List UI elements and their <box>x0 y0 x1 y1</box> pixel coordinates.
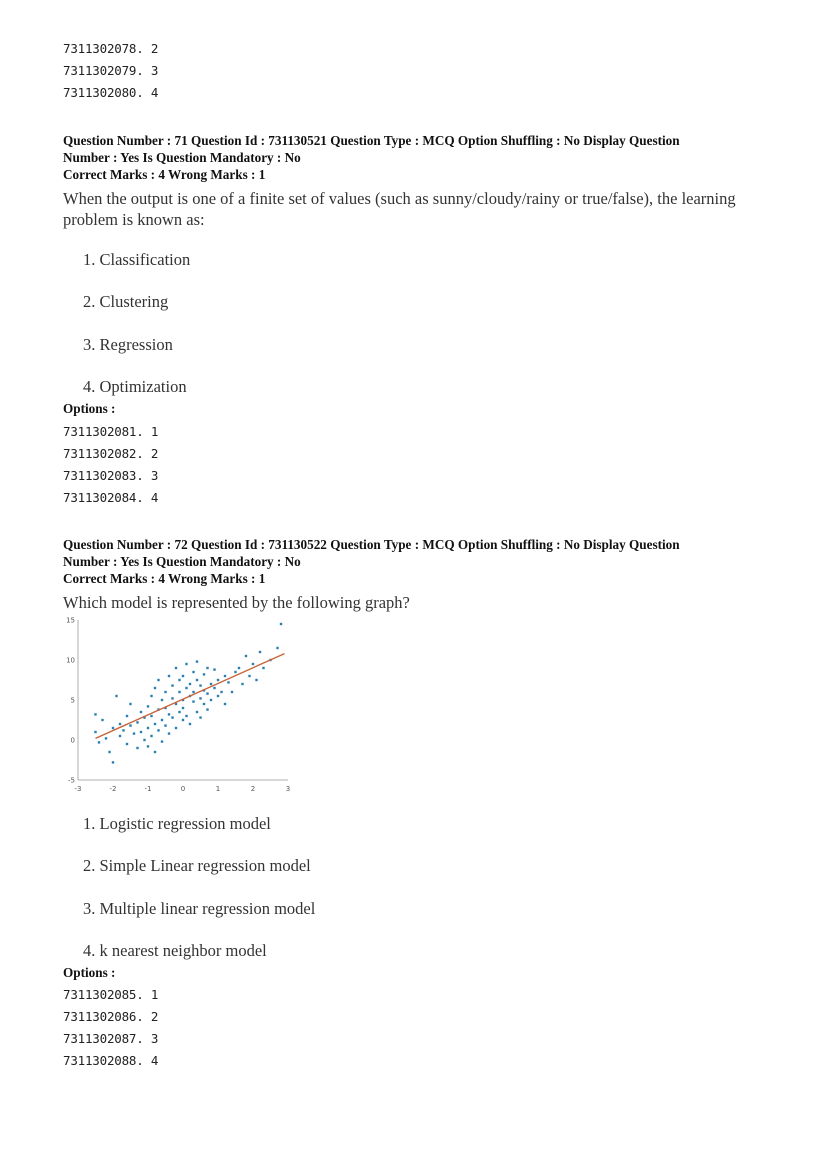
data-point <box>105 737 107 739</box>
data-point <box>199 716 201 718</box>
data-point <box>182 719 184 721</box>
y-tick-label: 10 <box>66 656 75 665</box>
data-point <box>161 719 163 721</box>
data-point <box>185 663 187 665</box>
data-point <box>182 707 184 709</box>
data-point <box>220 691 222 693</box>
data-point <box>206 708 208 710</box>
data-point <box>199 697 201 699</box>
data-point <box>150 715 152 717</box>
data-point <box>94 713 96 715</box>
data-point <box>178 711 180 713</box>
question-marks: Correct Marks : 4 Wrong Marks : 1 <box>63 167 266 182</box>
data-point <box>129 724 131 726</box>
option-line: 7311302087. 3 <box>63 1031 159 1046</box>
option-line: 7311302084. 4 <box>63 490 159 505</box>
data-point <box>129 703 131 705</box>
data-point <box>164 724 166 726</box>
data-point <box>262 667 264 669</box>
x-tick-label: 3 <box>285 785 291 793</box>
data-point <box>122 729 124 731</box>
data-point <box>259 651 261 653</box>
data-point <box>203 703 205 705</box>
data-point <box>115 695 117 697</box>
data-point <box>171 684 173 686</box>
question-72-text: Which model is represented by the following graph? <box>63 593 410 612</box>
option-line: 7311302083. 3 <box>63 468 159 483</box>
option-line: 7311302085. 1 <box>63 987 159 1002</box>
data-point <box>185 715 187 717</box>
data-point <box>175 667 177 669</box>
data-point <box>217 679 219 681</box>
data-point <box>126 743 128 745</box>
data-point <box>213 687 215 689</box>
data-point <box>196 679 198 681</box>
data-point <box>119 723 121 725</box>
data-point <box>157 679 159 681</box>
data-point <box>147 705 149 707</box>
data-point <box>154 723 156 725</box>
data-point <box>192 671 194 673</box>
data-point <box>157 729 159 731</box>
data-point <box>255 679 257 681</box>
question-marks: Correct Marks : 4 Wrong Marks : 1 <box>63 571 266 586</box>
question-72-choice: 3. Multiple linear regression model <box>83 899 316 918</box>
option-line: 7311302078. 2 <box>63 41 159 56</box>
data-point <box>168 713 170 715</box>
data-point <box>248 675 250 677</box>
data-point <box>108 751 110 753</box>
data-point <box>133 732 135 734</box>
data-point <box>213 668 215 670</box>
question-71-meta <box>63 132 763 183</box>
question-71-choice: 4. Optimization <box>83 377 187 396</box>
data-point <box>178 679 180 681</box>
data-point <box>224 703 226 705</box>
data-point <box>147 745 149 747</box>
option-line: 7311302082. 2 <box>63 446 159 461</box>
data-point <box>206 667 208 669</box>
data-point <box>252 663 254 665</box>
data-point <box>101 719 103 721</box>
data-point <box>119 735 121 737</box>
question-72-choice: 2. Simple Linear regression model <box>83 856 311 875</box>
question-meta-line: Number : Yes Is Question Mandatory : No <box>63 554 301 569</box>
option-line: 7311302081. 1 <box>63 424 159 439</box>
data-point <box>161 699 163 701</box>
question-72-choice: 4. k nearest neighbor model <box>83 941 267 960</box>
data-point <box>147 727 149 729</box>
data-point <box>136 747 138 749</box>
question-71-text: When the output is one of a finite set of values (such as sunny/cloudy/rainy or true/false), the learning problem is known as: <box>63 189 736 229</box>
y-tick-label: 5 <box>70 696 75 705</box>
chart-axes <box>66 617 290 794</box>
data-point <box>171 697 173 699</box>
data-point <box>241 683 243 685</box>
question-71-choice: 1. Classification <box>83 250 191 269</box>
data-point <box>98 741 100 743</box>
x-tick-label: 1 <box>215 785 221 793</box>
option-line: 7311302088. 4 <box>63 1053 159 1068</box>
data-point <box>140 711 142 713</box>
data-point <box>189 683 191 685</box>
x-tick-label: 0 <box>180 785 186 793</box>
question-72-choice: 1. Logistic regression model <box>83 814 271 833</box>
data-point <box>217 695 219 697</box>
question-72-meta <box>63 536 763 587</box>
data-point <box>112 727 114 729</box>
y-tick-label: -5 <box>68 776 75 785</box>
data-point <box>175 727 177 729</box>
data-point <box>192 700 194 702</box>
data-point <box>171 716 173 718</box>
data-point <box>168 732 170 734</box>
data-point <box>210 683 212 685</box>
data-point <box>112 761 114 763</box>
regression-line <box>96 654 285 739</box>
data-point <box>224 675 226 677</box>
question-71-choice: 3. Regression <box>83 335 173 354</box>
option-line: 7311302080. 4 <box>63 85 159 100</box>
scatter-chart <box>60 612 300 794</box>
chart-points <box>94 623 282 764</box>
data-point <box>227 681 229 683</box>
data-point <box>231 691 233 693</box>
x-tick-label: -2 <box>109 785 117 793</box>
data-point <box>168 675 170 677</box>
data-point <box>203 673 205 675</box>
data-point <box>136 721 138 723</box>
data-point <box>182 675 184 677</box>
data-point <box>150 735 152 737</box>
x-tick-label: -1 <box>144 785 152 793</box>
question-meta-line: Question Number : 72 Question Id : 731130522 Question Type : MCQ Option Shuffling : No Display Question <box>63 537 680 552</box>
data-point <box>143 739 145 741</box>
data-point <box>140 731 142 733</box>
data-point <box>210 699 212 701</box>
data-point <box>245 655 247 657</box>
data-point <box>161 740 163 742</box>
data-point <box>185 687 187 689</box>
data-point <box>234 671 236 673</box>
data-point <box>189 723 191 725</box>
data-point <box>150 695 152 697</box>
data-point <box>196 660 198 662</box>
chart-fit-line <box>96 654 285 739</box>
data-point <box>154 687 156 689</box>
data-point <box>192 691 194 693</box>
question-meta-line: Number : Yes Is Question Mandatory : No <box>63 150 301 165</box>
data-point <box>154 751 156 753</box>
options-label: Options : <box>63 965 116 980</box>
data-point <box>199 684 201 686</box>
option-line: 7311302086. 2 <box>63 1009 159 1024</box>
data-point <box>126 715 128 717</box>
x-tick-label: -3 <box>74 785 82 793</box>
options-label: Options : <box>63 401 116 416</box>
data-point <box>196 711 198 713</box>
data-point <box>164 691 166 693</box>
data-point <box>178 691 180 693</box>
data-point <box>94 731 96 733</box>
data-point <box>206 692 208 694</box>
x-tick-label: 2 <box>250 785 256 793</box>
y-tick-label: 0 <box>70 736 75 745</box>
question-meta-line: Question Number : 71 Question Id : 731130521 Question Type : MCQ Option Shuffling : No Display Question <box>63 133 680 148</box>
y-tick-label: 15 <box>66 616 75 625</box>
data-point <box>238 667 240 669</box>
question-71-choice: 2. Clustering <box>83 292 169 311</box>
data-point <box>276 647 278 649</box>
option-line: 7311302079. 3 <box>63 63 159 78</box>
data-point <box>280 623 282 625</box>
